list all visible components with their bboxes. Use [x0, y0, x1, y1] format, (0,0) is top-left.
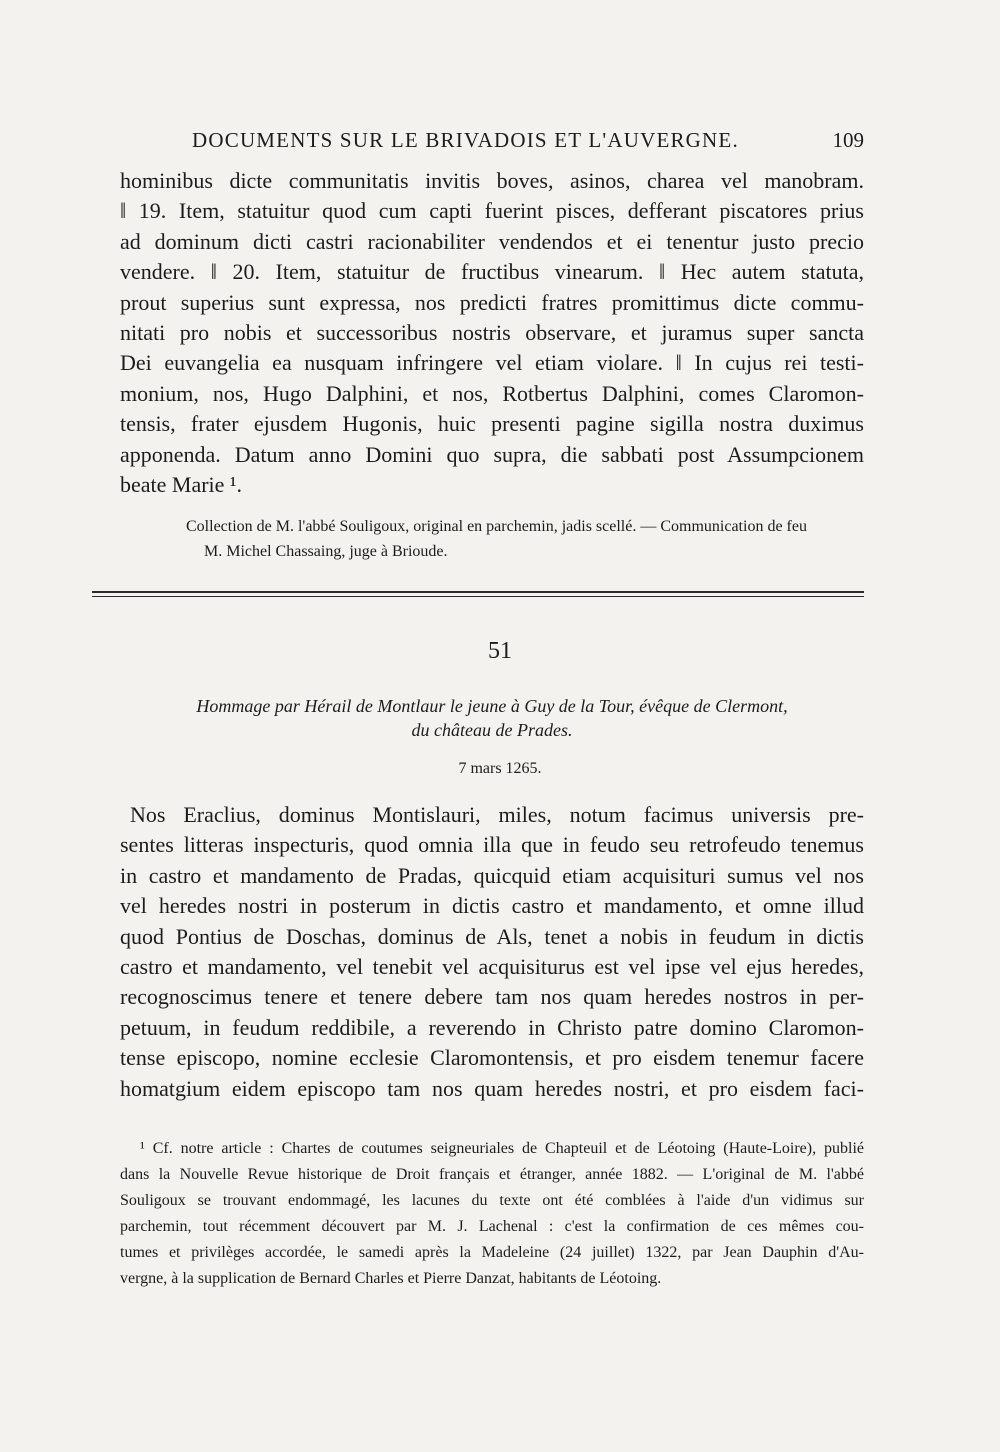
running-header — [192, 128, 864, 158]
text-line: ‖ 19. Item, statuitur quod cum capti fuerint pisces, defferant piscatores prius — [120, 198, 864, 224]
document-title-line: du château de Prades. — [411, 720, 573, 740]
text-line: apponenda. Datum anno Domini quo supra, die sabbati post Assumpcionem — [120, 441, 864, 467]
text-line: tensis, frater ejusdem Hugonis, huic presenti pagine sigilla nostra duximus — [120, 411, 864, 437]
text-line: nitati pro nobis et successoribus nostris observare, et juramus super sancta — [120, 320, 864, 346]
document-date: 7 mars 1265. — [458, 760, 542, 777]
text-line: tense episcopo, nomine ecclesie Claromontensis, et pro eisdem tenemur facere — [120, 1045, 864, 1071]
divider-rule — [92, 596, 864, 597]
text-line: quod Pontius de Doschas, dominus de Als, tenet a nobis in feudum in dictis — [120, 923, 864, 949]
text-line: in castro et mandamento de Pradas, quicquid etiam acquisituri sumus vel nos — [120, 862, 864, 888]
footnote — [120, 1136, 864, 1292]
source-note — [186, 514, 864, 564]
footnote-line: dans la Nouvelle Revue historique de Droit français et étranger, année 1882. — L'original de M. l'abbé — [120, 1166, 864, 1183]
document-title — [120, 694, 864, 742]
homage-text — [120, 800, 864, 1104]
document-title-line: Hommage par Hérail de Montlaur le jeune à Guy de la Tour, évêque de Clermont, — [196, 696, 788, 716]
footnote-line: tumes et privilèges accordée, le samedi après la Madeleine (24 juillet) 1322, par Jean Dauphin d'Au- — [120, 1244, 864, 1261]
statutes-text — [120, 166, 864, 500]
text-line: vendere. ‖ 20. Item, statuitur de fructibus vinearum. ‖ Hec autem statuta, — [120, 259, 864, 285]
footnote-line: vergne, à la supplication de Bernard Charles et Pierre Danzat, habitants de Léotoing. — [120, 1270, 662, 1287]
footnote-line: ¹ Cf. notre article : Chartes de coutumes seigneuriales de Chapteuil et de Léotoing (Haute-Loire), publié — [140, 1140, 864, 1157]
text-line: sentes litteras inspecturis, quod omnia illa que in feudo seu retrofeudo tenemus — [120, 832, 864, 858]
text-line: hominibus dicte communitatis invitis boves, asinos, charea vel manobram. — [120, 168, 864, 193]
text-line: monium, nos, Hugo Dalphini, et nos, Rotbertus Dalphini, comes Claromon- — [120, 380, 864, 406]
text-line: homatgium eidem episcopo tam nos quam heredes nostri, et pro eisdem faci- — [120, 1075, 864, 1101]
header-title: DOCUMENTS SUR LE BRIVADOIS ET L'AUVERGNE. — [192, 128, 739, 152]
text-line: ad dominum dicti castri racionabiliter vendendos et ei tenentur justo precio — [120, 228, 864, 254]
text-line: beate Marie ¹. — [120, 472, 243, 498]
text-line: recognoscimus tenere et tenere debere tam nos quam heredes nostros in per- — [120, 984, 864, 1010]
page-number: 109 — [832, 128, 864, 152]
source-note-line: M. Michel Chassaing, juge à Brioude. — [204, 543, 448, 560]
text-line: Nos Eraclius, dominus Montislauri, miles, notum facimus universis pre- — [130, 802, 864, 827]
divider-rule — [92, 591, 864, 593]
footnote-line: parchemin, tout récemment découvert par M. J. Lachenal : c'est la confirmation de ces mêmes cou- — [120, 1218, 864, 1235]
source-note-line: Collection de M. l'abbé Souligoux, original en parchemin, jadis scellé. — Communication de feu — [186, 518, 807, 535]
text-line: castro et mandamento, vel tenebit vel acquisiturus est vel ipse vel ejus heredes, — [120, 954, 864, 980]
footnote-line: Souligoux se trouvant endommagé, les lacunes du texte ont été comblées à l'aide d'un vidimus sur — [120, 1192, 864, 1209]
text-line: vel heredes nostri in posterum in dictis castro et mandamento, et omne illud — [120, 893, 864, 919]
document-number: 51 — [488, 638, 512, 664]
text-line: prout superius sunt expressa, nos predicti fratres promittimus dicte commu- — [120, 289, 864, 315]
text-line: petuum, in feudum reddibile, a reverendo in Christo patre domino Claromon- — [120, 1014, 864, 1040]
text-line: Dei euvangelia ea nusquam infringere vel etiam violare. ‖ In cujus rei testi- — [120, 350, 864, 376]
